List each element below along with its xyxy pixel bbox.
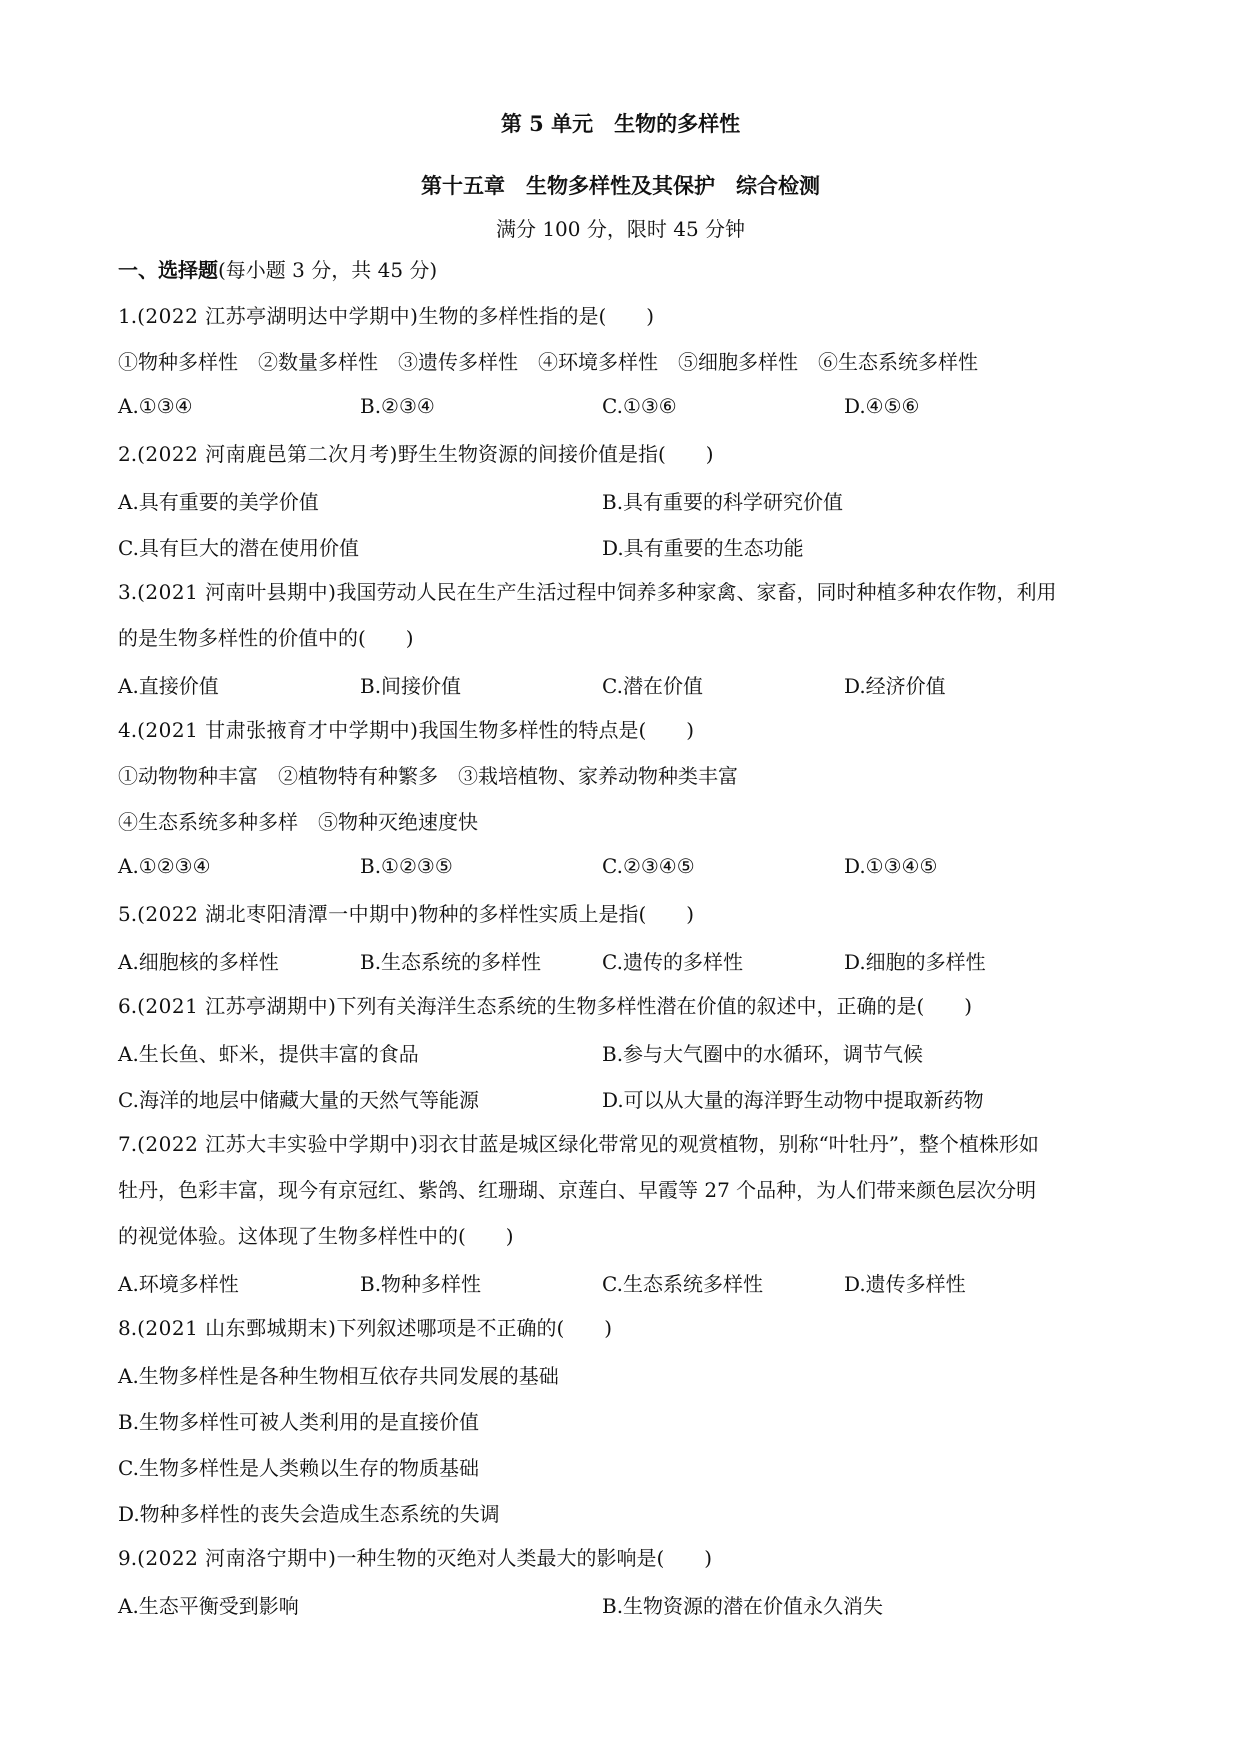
option-c[interactable]: C.海洋的地层中储藏大量的天然气等能源 [118, 1088, 479, 1112]
option-c[interactable]: C.②③④⑤ [602, 854, 695, 878]
score-time: 满分 100 分，限时 45 分钟 [495, 217, 746, 241]
question-source: (2021 江苏亭湖期中) [137, 994, 337, 1018]
option-c[interactable]: C.遗传的多样性 [602, 950, 743, 974]
section-note: (每小题 3 分，共 45 分) [218, 258, 438, 282]
option-a[interactable]: A.具有重要的美学价值 [118, 490, 319, 514]
question-9 [118, 1544, 1128, 1572]
question-stem: 我国劳动人民在生产生活过程中饲养多种家禽、家畜，同时种植多种农作物，利用 [336, 580, 1057, 604]
option-d[interactable]: D.细胞的多样性 [844, 950, 986, 974]
option-a[interactable]: A.环境多样性 [118, 1272, 239, 1296]
question-4-items: ①动物物种丰富 ②植物特有种繁多 ③栽培植物、家养动物种类丰富 [118, 764, 738, 788]
question-number: 8. [118, 1316, 138, 1340]
question-number: 4. [118, 718, 138, 742]
question-number: 9. [118, 1546, 138, 1570]
question-stem: 物种的多样性实质上是指( ) [418, 902, 695, 926]
option-a[interactable]: A.直接价值 [118, 674, 219, 698]
option-b[interactable]: B.间接价值 [360, 674, 462, 698]
option-c[interactable]: C.生态系统多样性 [602, 1272, 763, 1296]
question-source: (2021 河南叶县期中) [137, 580, 337, 604]
option-c[interactable]: C.①③⑥ [602, 394, 677, 418]
unit-title: 第 5 单元 生物的多样性 [500, 111, 741, 136]
question-stem: 下列叙述哪项是不正确的( ) [336, 1316, 613, 1340]
option-b[interactable]: B.①②③⑤ [360, 854, 453, 878]
question-source: (2022 江苏大丰实验中学期中) [137, 1132, 419, 1156]
question-7-stem-cont-2: 的视觉体验。这体现了生物多样性中的( ) [118, 1224, 514, 1248]
question-stem: 我国生物多样性的特点是( ) [418, 718, 695, 742]
question-stem: 羽衣甘蓝是城区绿化带常见的观赏植物，别称“叶牡丹”，整个植株形如 [418, 1132, 1039, 1156]
option-a[interactable]: A.细胞核的多样性 [118, 950, 279, 974]
option-a[interactable]: A.①②③④ [118, 854, 211, 878]
question-3 [118, 578, 1128, 606]
option-d[interactable]: D.遗传多样性 [844, 1272, 966, 1296]
question-source: (2022 河南洛宁期中) [137, 1546, 337, 1570]
question-1 [118, 302, 1128, 330]
question-number: 1. [118, 304, 138, 328]
question-stem: 野生生物资源的间接价值是指( ) [397, 442, 714, 466]
question-source: (2022 河南鹿邑第二次月考) [137, 442, 398, 466]
option-c[interactable]: C.生物多样性是人类赖以生存的物质基础 [118, 1456, 479, 1480]
question-number: 3. [118, 580, 138, 604]
option-c[interactable]: C.具有巨大的潜在使用价值 [118, 536, 359, 560]
question-6 [118, 992, 1128, 1020]
option-a[interactable]: A.生物多样性是各种生物相互依存共同发展的基础 [118, 1364, 559, 1388]
question-number: 5. [118, 902, 138, 926]
question-7-stem-cont: 牡丹，色彩丰富，现今有京冠红、紫鸽、红珊瑚、京莲白、早霞等 27 个品种，为人们带来颜色层次分明 [118, 1178, 1037, 1202]
question-8 [118, 1314, 1128, 1342]
option-b[interactable]: B.物种多样性 [360, 1272, 482, 1296]
option-b[interactable]: B.参与大气圈中的水循环，调节气候 [602, 1042, 924, 1066]
option-d[interactable]: D.④⑤⑥ [844, 394, 920, 418]
option-d[interactable]: D.物种多样性的丧失会造成生态系统的失调 [118, 1502, 500, 1526]
option-b[interactable]: B.生物资源的潜在价值永久消失 [602, 1594, 884, 1618]
question-stem: 下列有关海洋生态系统的生物多样性潜在价值的叙述中，正确的是( ) [336, 994, 973, 1018]
option-b[interactable]: B.②③④ [360, 394, 435, 418]
question-1-items: ①物种多样性 ②数量多样性 ③遗传多样性 ④环境多样性 ⑤细胞多样性 ⑥生态系统多样性 [118, 350, 978, 374]
option-d[interactable]: D.经济价值 [844, 674, 946, 698]
chapter-title: 第十五章 生物多样性及其保护 综合检测 [421, 173, 820, 198]
question-5 [118, 900, 1128, 928]
question-2 [118, 440, 1128, 468]
question-source: (2022 湖北枣阳清潭一中期中) [137, 902, 419, 926]
question-source: (2021 山东鄄城期末) [137, 1316, 337, 1340]
question-source: (2022 江苏亭湖明达中学期中) [137, 304, 419, 328]
option-c[interactable]: C.潜在价值 [602, 674, 703, 698]
question-stem: 一种生物的灭绝对人类最大的影响是( ) [336, 1546, 713, 1570]
option-b[interactable]: B.生态系统的多样性 [360, 950, 542, 974]
section-heading [118, 256, 1128, 284]
option-d[interactable]: D.①③④⑤ [844, 854, 938, 878]
question-7 [118, 1130, 1128, 1158]
question-4 [118, 716, 1128, 744]
option-a[interactable]: A.①③④ [118, 394, 193, 418]
question-number: 7. [118, 1132, 138, 1156]
section-label: 一、选择题 [118, 258, 218, 282]
option-d[interactable]: D.可以从大量的海洋野生动物中提取新药物 [602, 1088, 984, 1112]
question-3-stem-cont: 的是生物多样性的价值中的( ) [118, 626, 414, 650]
question-4-items-cont: ④生态系统多种多样 ⑤物种灭绝速度快 [118, 810, 478, 834]
option-a[interactable]: A.生长鱼、虾米，提供丰富的食品 [118, 1042, 419, 1066]
question-source: (2021 甘肃张掖育才中学期中) [137, 718, 419, 742]
option-a[interactable]: A.生态平衡受到影响 [118, 1594, 299, 1618]
question-stem: 生物的多样性指的是( ) [418, 304, 655, 328]
question-number: 2. [118, 442, 138, 466]
option-b[interactable]: B.生物多样性可被人类利用的是直接价值 [118, 1410, 480, 1434]
option-d[interactable]: D.具有重要的生态功能 [602, 536, 804, 560]
option-b[interactable]: B.具有重要的科学研究价值 [602, 490, 844, 514]
question-number: 6. [118, 994, 138, 1018]
